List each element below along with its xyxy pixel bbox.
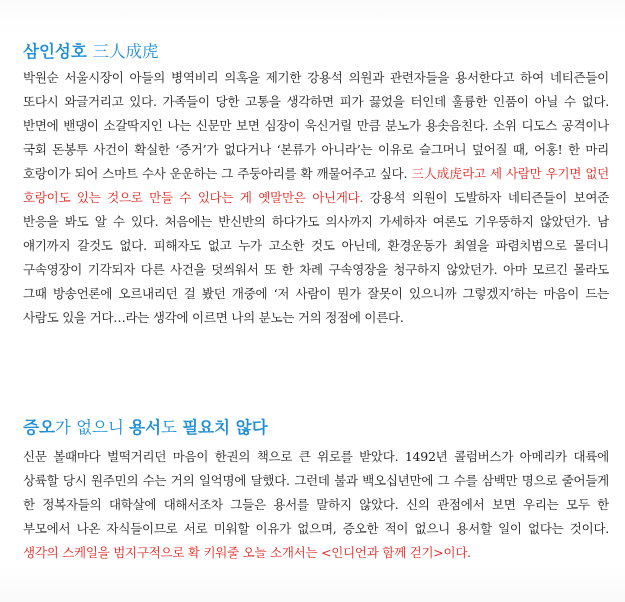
section-title-no-hatred [23,414,268,438]
book-recommendation: 생각의 스케일을 범지구적으로 확 키워줄 오늘 소개서는 <인디언과 함께 걷기>이다. [23,545,471,560]
section-title-samin-seongho [23,38,159,62]
section-title-bold: 삼인성호 [23,42,87,61]
section-title-hanja: 三人成虎 [92,42,159,61]
section-paragraph-2 [23,445,609,565]
paragraph-text: 박원순 서울시장이 아들의 병역비리 의혹을 제기한 강용석 의원과 관련자들을 용서한다고 하여 네티즌들이 또다시 와글거리고 있다. 가족들이 당한 고통을 생각하면 피가 끓었을 터인데 훌륭한 인품이 아닐 수 없다. 반면에 밴댕이 소갈딱지인 나는 신문만 보면 심장이 욱신거릴 만큼 분노가 용솟음친다. 소위 디도스 공격이나 국회 돈봉투 사건이 확실한 ‘증거’가 없다거나 ‘본류가 아니라’는 이유로 슬그머니 덮어질 때, 어홍! 한 마리 호랑이가 되어 스마트 수사 운운하는 그 주둥아리를 확 깨물어주고 싶다. [23,70,609,181]
title-word-unnecessary: 필요치 않다 [182,418,268,437]
title-word-hatred: 증오 [23,418,55,437]
title-connector: 도 [161,418,183,437]
highlighted-quote: 三人成虎라고 세 사람만 우기면 없던 호랑이도 있는 것으로 만들 수 있다는 게 옛말만은 아닌게다. [23,166,609,205]
paragraph-text: 강용석 의원이 도발하자 네티즌들이 보여준 반응을 봐도 알 수 있다. 처음에는 반신반의 하다가도 의사까지 가세하자 여론도 기우뚱하지 않았던가. 남 얘기까지 갈것도 없다. 피해자도 없고 누가 고소한 것도 아닌데, 환경운동가 최열을 파렴치범으로 몰더니 구속영장이 기각되자 다른 사건을 덧씌워서 또 한 차례 구속영장을 청구하지 않았던가. 아마 모르긴 몰라도 그때 방송언론에 오르내리던 걸 봤던 개중에 ‘저 사람이 뭔가 잘못이 있으니까 그렇겠지’하는 마음이 드는 사람도 있을 거다…라는 생각에 이르면 나의 분노는 거의 정점에 이른다. [23,190,610,325]
section-paragraph-1 [23,66,609,330]
paragraph-text: 신문 볼때마다 벌떡거리던 마음이 한권의 책으로 큰 위로를 받았다. 1492년 콜럼버스가 아메리카 대륙에 상륙할 당시 원주민의 수는 거의 일억명에 달했다. 그런데 불과 백오십년만에 그 수를 삼백만 명으로 줄어들게 한 정복자들의 대학살에 대해서조차 그들은 용서를 말하지 않았다. 신의 관점에서 보면 우리는 모두 한 부모에서 나온 자식들이므로 서로 미워할 이유가 없으며, 증오한 적이 없으니 용서할 일이 없다는 것이다. [23,449,609,536]
title-connector: 가 없으니 [54,418,130,437]
title-word-forgiveness: 용서 [129,418,162,437]
